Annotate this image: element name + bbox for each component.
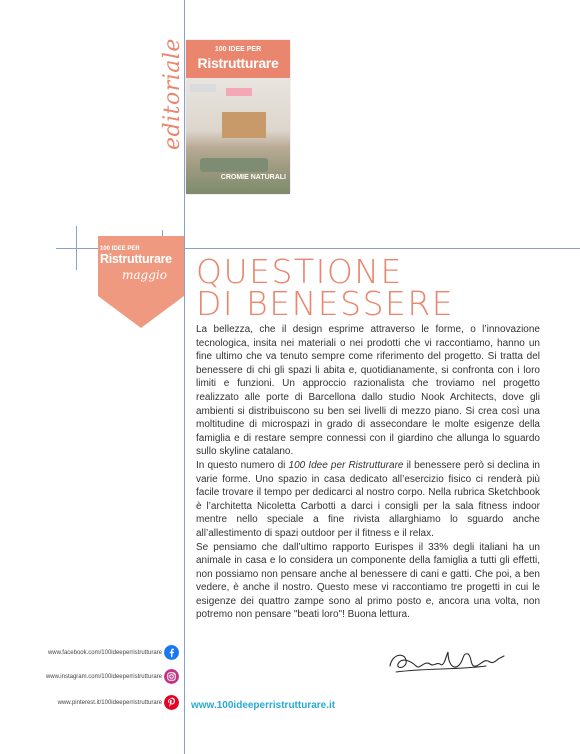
pinterest-icon[interactable] bbox=[164, 695, 179, 710]
magazine-cover bbox=[186, 40, 290, 194]
magazine-name: 100 Idee per Ristrutturare bbox=[288, 459, 404, 471]
section-label: editoriale bbox=[160, 38, 185, 150]
signature bbox=[386, 644, 516, 682]
cover-badge bbox=[190, 84, 216, 92]
tag-month: maggio bbox=[122, 268, 167, 282]
website-link[interactable]: www.100ideeperristrutturare.it bbox=[191, 700, 336, 711]
pinterest-link[interactable]: www.pinterest.it/100ideeperristrutturare bbox=[57, 700, 162, 706]
guide-tick bbox=[76, 226, 77, 270]
tag-kicker: 100 IDEE PER bbox=[100, 246, 140, 252]
instagram-link[interactable]: www.instagram.com/100ideeperristrutturare bbox=[45, 674, 162, 680]
paragraph-1: La bellezza, che il design esprime attraverso le forme, o l’innovazione tecnologica, insita nei materiali o nei prodotti che vi raccontiamo, hanno un fine ultimo che va tenuto sempre come riferimento del progetto. Si tratta del benessere di chi gli spazi li abita e, quotidianamente, si confronta con i loro limiti e funzioni. Un approccio razionalista che troviamo nel progetto realizzato alle porte di Barcellona dallo studio Nook Architects, dove gli ambienti si distribuiscono su ben sei livelli di mezzo piano. Si crea così una moltitudine di microspazi in grado di assecondare le molte esigenze della famiglia e di restare sempre connessi con il giardino che allunga lo sguardo sullo skyline catalano. bbox=[196, 324, 540, 458]
page-title bbox=[196, 252, 566, 323]
cover-chip bbox=[226, 88, 252, 96]
paragraph-2-start: In questo numero di bbox=[196, 459, 289, 471]
article-body bbox=[196, 323, 540, 622]
title-line-2: DI BENESSERE bbox=[196, 284, 455, 323]
facebook-icon[interactable] bbox=[164, 645, 179, 660]
cover-kicker: 100 IDEE PER bbox=[214, 46, 262, 53]
cover-sofa bbox=[200, 158, 268, 172]
cover-staircase bbox=[222, 112, 266, 138]
instagram-icon[interactable] bbox=[164, 669, 179, 684]
tag-title: Ristrutturare bbox=[100, 252, 172, 266]
cover-title: Ristrutturare bbox=[197, 55, 279, 71]
facebook-link[interactable]: www.facebook.com/100ideeperristrutturare bbox=[47, 650, 162, 656]
cover-footline: CROMIE NATURALI bbox=[220, 174, 286, 181]
title-line-1: QUESTIONE bbox=[196, 252, 403, 291]
paragraph-2 bbox=[196, 459, 540, 541]
paragraph-3: Se pensiamo che dall’ultimo rapporto Eurispes il 33% degli italiani ha un animale in casa e lo considera un componente della famiglia a tutti gli effetti, non possiamo non pensare anche al benessere di cani e gatti. Che poi, a ben vedere, è anche il nostro. Questo mese vi raccontiamo tre progetti in cui le esigenze dei quattro zampe sono al primo posto e, ancora una volta, non potremo non pensare "beati loro"! Buona lettura. bbox=[196, 541, 540, 621]
paragraph-2-rest: il benessere però si declina in varie forme. Uno spazio in casa dedicato all’esercizio fisico ci renderà più facile trovare il tempo per dedicarci al nostro corpo. Nella rubrica Sketchbook è l’architetta Nicoletta Carbotti a darci i consigli per la sala fitness indoor mentre nello speciale a fine rivista allarghiamo lo sguardo anche all’allestimento di spazi outdoor per il fitness e il relax. bbox=[196, 459, 540, 539]
